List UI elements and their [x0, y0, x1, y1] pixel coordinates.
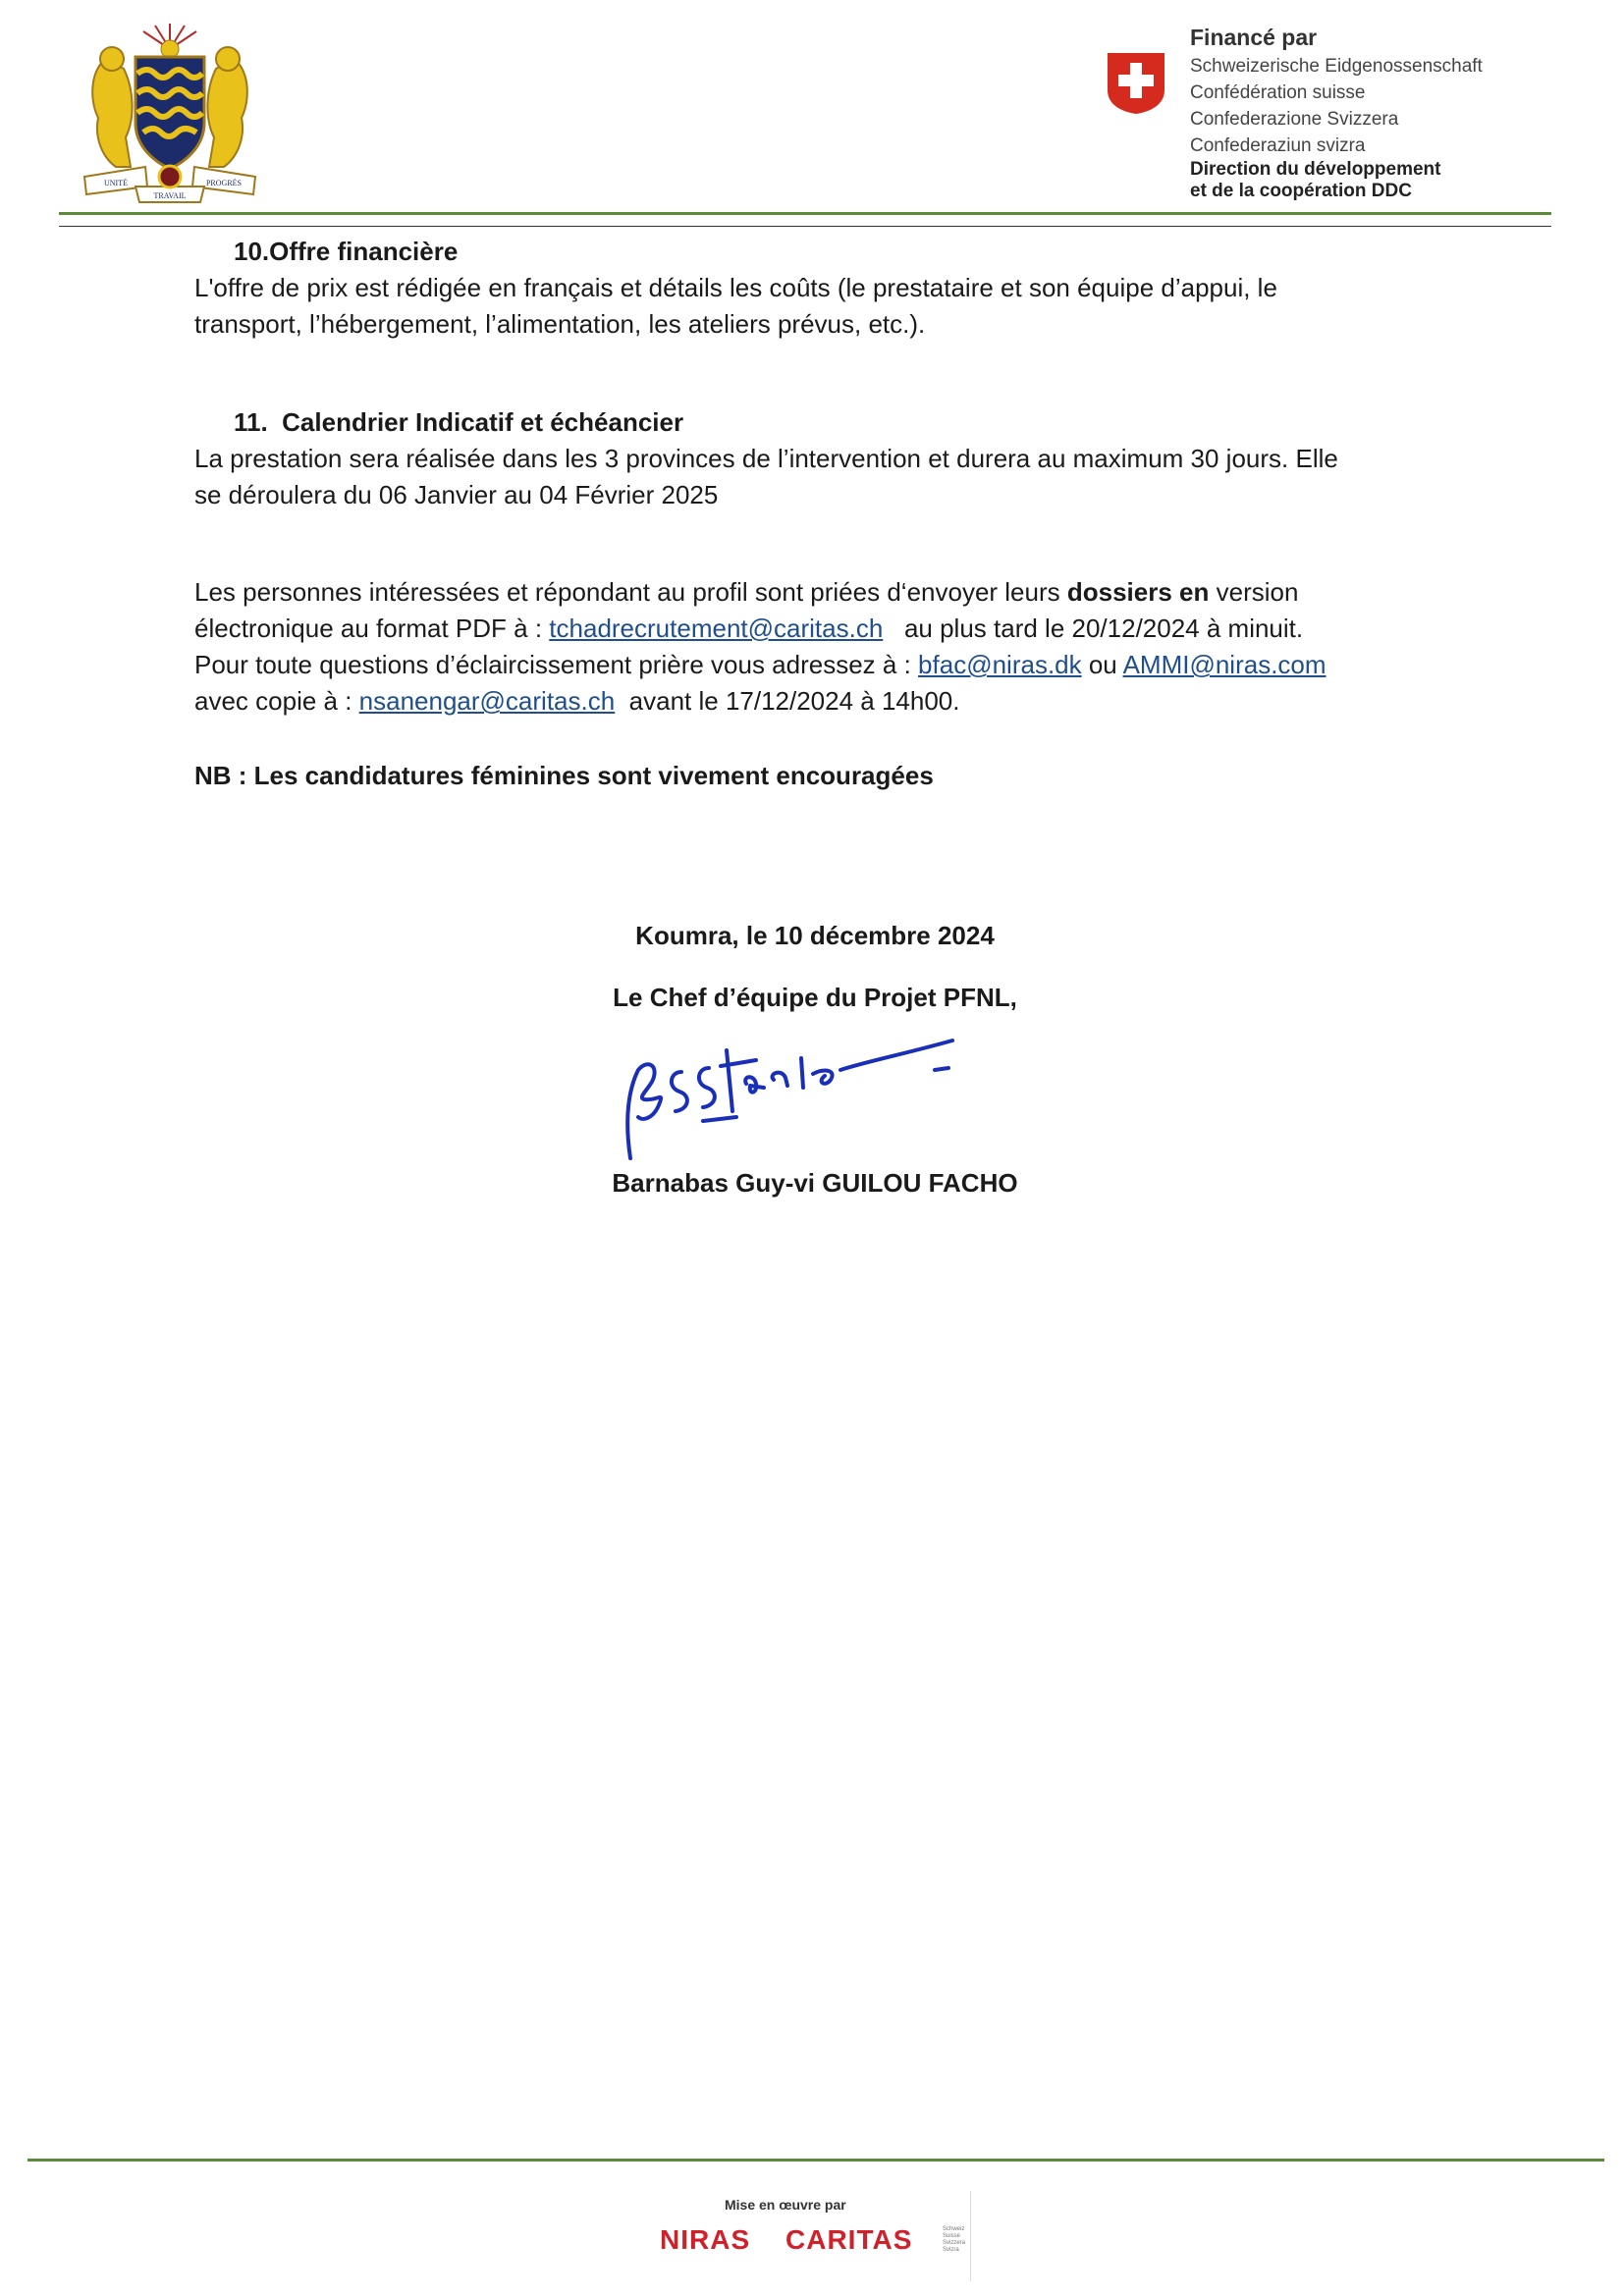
coat-of-arms-icon: [77, 20, 263, 206]
application-line-4: [194, 683, 960, 720]
application-text: avant le 17/12/2024 à 14h00.: [615, 686, 960, 716]
header-divider: [59, 212, 1551, 215]
funder-title: Financé par: [1190, 25, 1318, 50]
implemented-by-label: Mise en œuvre par: [725, 2197, 846, 2213]
section-11-heading: 11. Calendrier Indicatif et échéancier: [234, 407, 684, 437]
application-text: Les personnes intéressées et répondant au profil sont priées d‘envoyer leurs: [194, 577, 1067, 607]
section-10-line-2: transport, l’hébergement, l’alimentation, les ateliers prévus, etc.).: [194, 309, 926, 339]
application-line-1: [194, 574, 1298, 611]
funder-line-3: Confederazione Svizzera: [1190, 109, 1399, 130]
place-date: Koumra, le 10 décembre 2024: [635, 921, 995, 950]
funder-line-4: Confederaziun svizra: [1190, 135, 1366, 156]
motto-bottom: TRAVAIL: [153, 191, 187, 200]
application-text: avec copie à :: [194, 686, 359, 716]
application-text: version: [1209, 577, 1299, 607]
application-line-3: [194, 647, 1326, 683]
footer-partners: [656, 2191, 971, 2281]
niras-logo: NIRAS: [660, 2224, 751, 2255]
section-10-line-1: L'offre de prix est rédigée en français et détails les coûts (le prestataire et son équipe d’appui, le: [194, 273, 1277, 302]
application-text: ou: [1081, 650, 1123, 679]
bfac-email-link[interactable]: bfac@niras.dk: [918, 650, 1082, 679]
signatory-name: Barnabas Guy-vi GUILOU FACHO: [612, 1168, 1018, 1198]
footer-divider: [27, 2159, 1604, 2162]
section-10-heading: 10.Offre financière: [234, 237, 459, 266]
application-text: au plus tard le 20/12/2024 à minuit.: [883, 614, 1304, 643]
recruitment-email-link[interactable]: tchadrecrutement@caritas.ch: [549, 614, 884, 643]
swiss-flag-icon: [1106, 51, 1166, 116]
caritas-sub-line: Schweiz: [943, 2226, 965, 2232]
motto-right: PROGRÈS: [205, 179, 243, 187]
caritas-logo: CARITAS: [785, 2224, 913, 2255]
signatory-role: Le Chef d’équipe du Projet PFNL,: [613, 983, 1017, 1012]
funder-agency-line-2: et de la coopération DDC: [1190, 181, 1412, 201]
motto-left: UNITÉ: [104, 179, 128, 187]
application-text: Pour toute questions d’éclaircissement prière vous adressez à :: [194, 650, 919, 679]
funder-line-1: Schweizerische Eidgenossenschaft: [1190, 56, 1483, 77]
header-divider-thin: [59, 226, 1551, 227]
funder-block: [1190, 22, 1583, 202]
caritas-sub: [943, 2226, 965, 2254]
application-text: électronique au format PDF à :: [194, 614, 550, 643]
caritas-sub-line: Svizzera: [943, 2240, 966, 2246]
copy-email-link[interactable]: nsanengar@caritas.ch: [358, 686, 616, 716]
application-bold: dossiers en: [1066, 577, 1210, 607]
caritas-sub-line: Svizra: [943, 2247, 959, 2253]
caritas-sub-line: Suisse: [943, 2233, 961, 2239]
section-11-line-1: La prestation sera réalisée dans les 3 provinces de l’intervention et durera au maximum 30 jours. Elle: [194, 444, 1338, 473]
funder-agency-line-1: Direction du développement: [1190, 159, 1441, 180]
section-11-line-2: se déroulera du 06 Janvier au 04 Février 2025: [194, 480, 719, 509]
application-line-2: [194, 611, 1303, 647]
application-note: NB : Les candidatures féminines sont vivement encouragées: [194, 761, 934, 790]
chad-coat-of-arms: [77, 20, 263, 206]
ammi-email-link[interactable]: AMMI@niras.com: [1122, 650, 1326, 679]
funder-line-2: Confédération suisse: [1190, 82, 1366, 103]
handwritten-signature: [609, 1011, 982, 1188]
